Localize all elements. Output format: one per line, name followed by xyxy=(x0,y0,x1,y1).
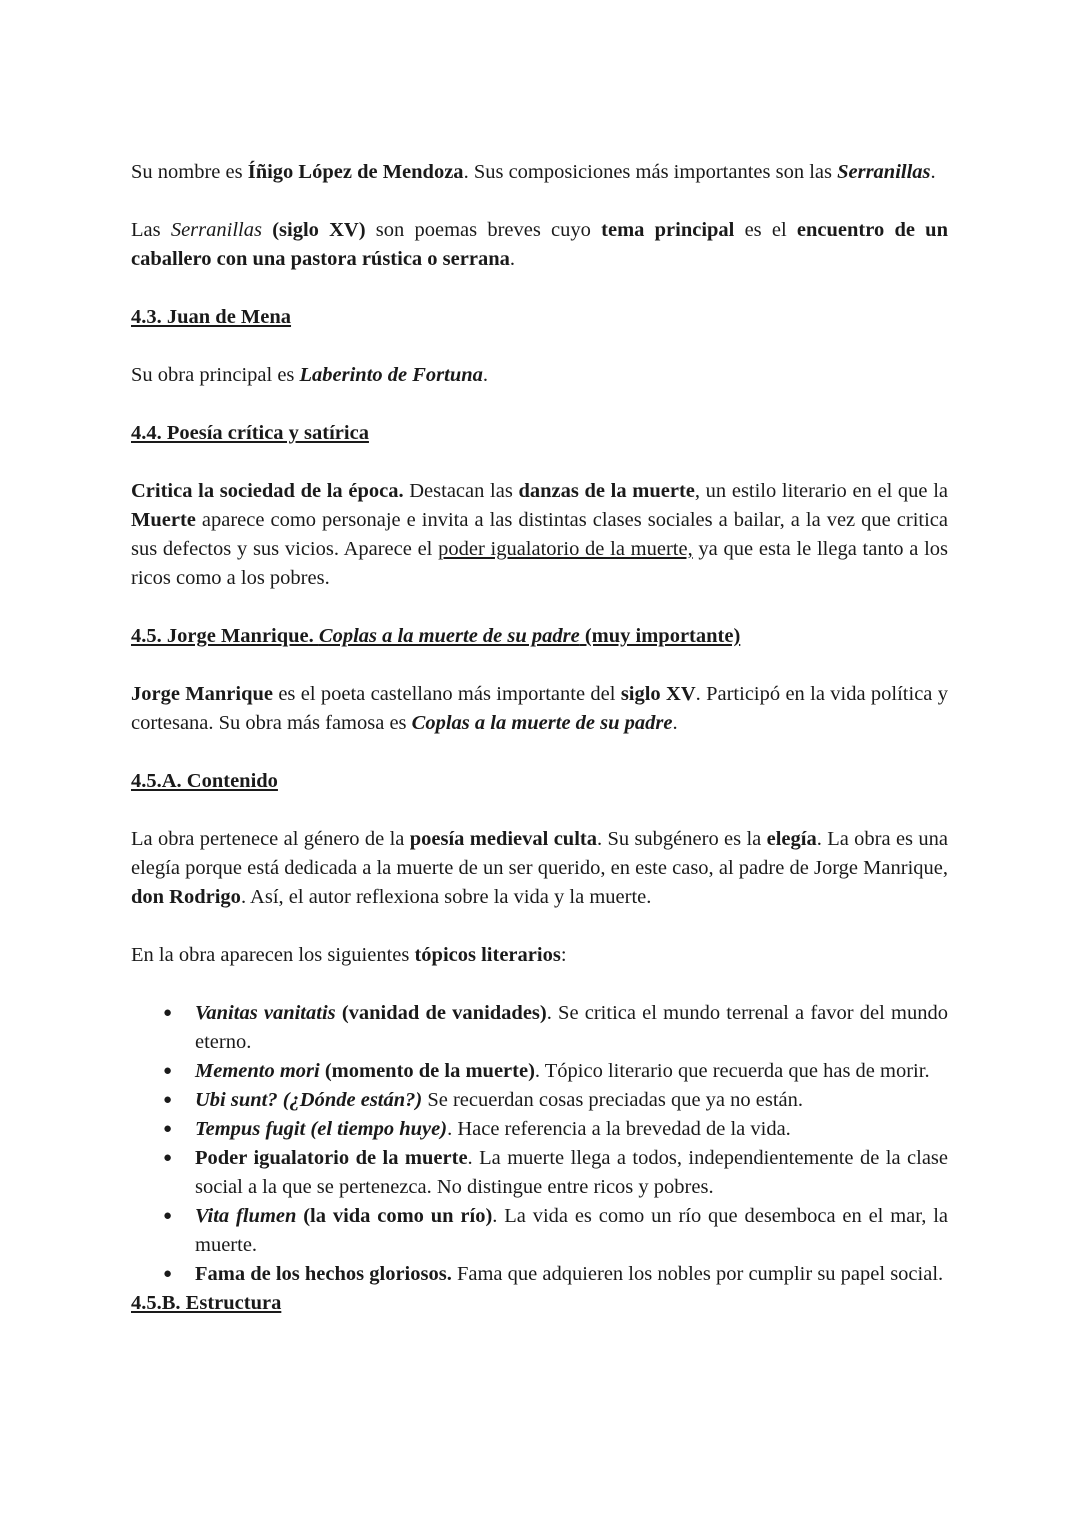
bold-italic-text: Ubi sunt? (¿Dónde están?) xyxy=(195,1089,423,1111)
bold-text: Fama de los hechos gloriosos. xyxy=(195,1263,452,1285)
text: Se recuerdan cosas preciadas que ya no están. xyxy=(422,1089,804,1111)
text: . Sus composiciones más importantes son las xyxy=(463,161,838,183)
list-item xyxy=(163,1202,948,1260)
bold-italic-text: Tempus fugit (el tiempo huye) xyxy=(195,1118,448,1140)
paragraph-santillana xyxy=(131,158,948,187)
bullet-icon: ● xyxy=(163,1121,173,1137)
text: es el poeta castellano más importante del xyxy=(272,683,621,705)
text: . Su subgénero es la xyxy=(596,828,767,850)
text: Su nombre es xyxy=(131,161,248,183)
heading-contenido: 4.5.A. Contenido xyxy=(131,770,278,792)
paragraph-juan-de-mena xyxy=(131,361,948,390)
bold-italic-text: Serranillas xyxy=(837,161,931,183)
list-item xyxy=(163,1144,948,1202)
text: . xyxy=(482,364,489,386)
bold-text: poesía medieval culta xyxy=(409,828,597,850)
text: es el xyxy=(734,219,797,241)
bold-text: Poder igualatorio de la muerte xyxy=(195,1147,468,1169)
bullet-icon: ● xyxy=(163,1266,173,1282)
text: . Hace referencia a la brevedad de la vida. xyxy=(447,1118,791,1140)
bold-text: Íñigo López de Mendoza xyxy=(247,161,464,183)
heading-jorge-manrique xyxy=(131,622,948,651)
text: Fama que adquieren los nobles por cumplir su papel social. xyxy=(451,1263,944,1285)
bold-text: (momento de la muerte) xyxy=(319,1060,535,1082)
bold-italic-text: Coplas a la muerte de su padre xyxy=(411,712,673,734)
text: , un estilo literario en el que la xyxy=(694,480,948,502)
text: Destacan las xyxy=(403,480,519,502)
underlined-text: poder igualatorio de la muerte, xyxy=(438,538,693,560)
italic-text: Serranillas xyxy=(170,219,262,241)
bold-text: danzas de la muerte xyxy=(518,480,695,502)
text: : xyxy=(560,944,567,966)
bold-text: (vanidad de vanidades) xyxy=(335,1002,547,1024)
list-item xyxy=(163,1057,948,1086)
heading-poesia-critica: 4.4. Poesía crítica y satírica xyxy=(131,422,369,444)
bold-text: (la vida como un río) xyxy=(296,1205,493,1227)
bold-text: siglo XV xyxy=(620,683,696,705)
paragraph-topicos-intro xyxy=(131,941,948,970)
text: . Tópico literario que recuerda que has de morir. xyxy=(534,1060,930,1082)
text: son poemas breves cuyo xyxy=(365,219,602,241)
topicos-list xyxy=(131,999,948,1289)
text: Su obra principal es xyxy=(131,364,300,386)
bullet-icon: ● xyxy=(163,1005,173,1021)
bullet-icon: ● xyxy=(163,1208,173,1224)
list-item xyxy=(163,1086,948,1115)
text: ya que esta le llega tanto a los ricos como a los pobres. xyxy=(131,538,949,589)
text: Las xyxy=(131,219,171,241)
text: . xyxy=(930,161,936,183)
paragraph-poesia-critica xyxy=(131,477,948,593)
text: . xyxy=(509,248,515,270)
text: . Se critica el mundo terrenal a favor del mundo eterno. xyxy=(195,1002,948,1053)
bold-text: don Rodrigo xyxy=(131,886,241,908)
text: . La obra es una elegía porque está dedicada a la muerte de un ser querido, en este caso, al padre de Jorge Manrique, xyxy=(131,828,948,879)
text: . La muerte llega a todos, independientemente de la clase social a la que se pertenezca. No distingue entre ricos y pobres. xyxy=(195,1147,948,1198)
bullet-icon: ● xyxy=(163,1092,173,1108)
text: La obra pertenece al género de la xyxy=(131,828,410,850)
heading-italic-part: Coplas a la muerte de su padre xyxy=(318,625,580,647)
paragraph-serranillas xyxy=(131,216,948,274)
bold-text: elegía xyxy=(766,828,817,850)
text: . La vida es como un río que desemboca en el mar, la muerte. xyxy=(195,1205,948,1256)
bold-italic-text: Vanitas vanitatis xyxy=(195,1002,336,1024)
bold-text: Critica la sociedad de la época. xyxy=(131,480,404,502)
paragraph-contenido xyxy=(131,825,948,912)
heading-part: 4.5. Jorge Manrique. xyxy=(131,625,319,647)
list-item xyxy=(163,999,948,1057)
text: . xyxy=(672,712,678,734)
bold-text: tópicos literarios xyxy=(414,944,561,966)
bold-text: Jorge Manrique xyxy=(131,683,273,705)
text: . Participó en la vida política y cortesana. Su obra más famosa es xyxy=(131,683,948,734)
bullet-icon: ● xyxy=(163,1063,173,1079)
bold-italic-text: Vita flumen xyxy=(195,1205,297,1227)
list-item xyxy=(163,1260,948,1289)
bold-text: Muerte xyxy=(131,509,196,531)
list-item xyxy=(163,1115,948,1144)
document-body xyxy=(131,158,948,1347)
bold-italic-text: Laberinto de Fortuna xyxy=(299,364,483,386)
heading-part: (muy importante) xyxy=(579,625,741,647)
bullet-icon: ● xyxy=(163,1150,173,1166)
paragraph-jorge-manrique xyxy=(131,680,948,738)
bold-text: tema principal xyxy=(601,219,735,241)
text: En la obra aparecen los siguientes xyxy=(131,944,415,966)
bold-italic-text: Memento mori xyxy=(195,1060,320,1082)
text xyxy=(262,219,272,241)
heading-juan-de-mena: 4.3. Juan de Mena xyxy=(131,306,292,328)
text: . Así, el autor reflexiona sobre la vida y la muerte. xyxy=(240,886,652,908)
bold-text: (siglo XV) xyxy=(272,219,366,241)
heading-estructura: 4.5.B. Estructura xyxy=(131,1292,282,1314)
bold-text: encuentro de un caballero con una pastora rústica o serrana xyxy=(131,219,948,270)
text: aparece como personaje e invita a las distintas clases sociales a bailar, a la vez que critica sus defectos y sus vicios. Aparece el xyxy=(131,509,948,560)
